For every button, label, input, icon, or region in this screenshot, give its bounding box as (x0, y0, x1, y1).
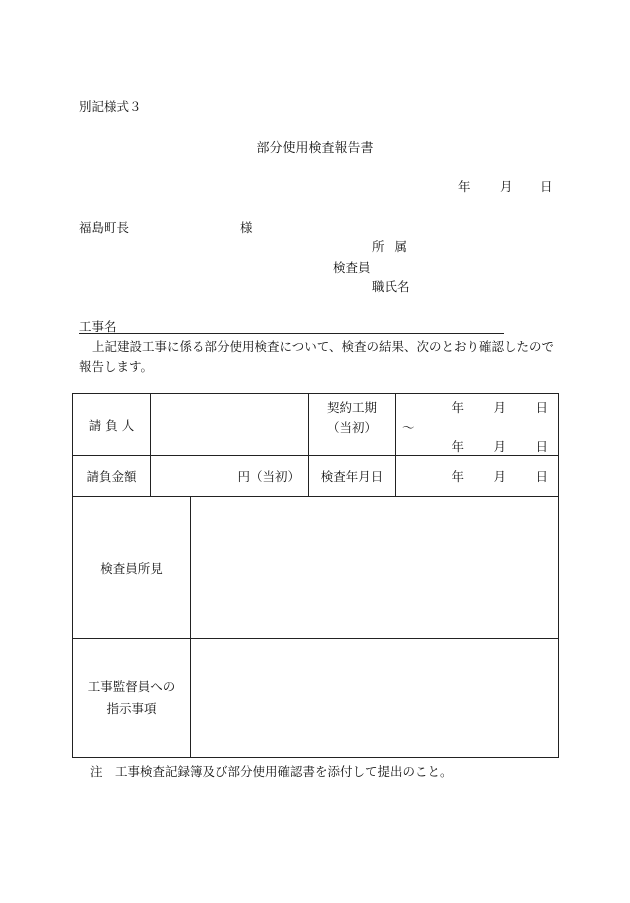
contract-period-label (309, 394, 396, 456)
contractor-value[interactable] (151, 394, 309, 456)
amount-label: 請負金額 (73, 456, 151, 497)
amount-row (73, 456, 559, 497)
inspection-day-label: 日 (535, 469, 548, 484)
inspection-year-label: 年 (451, 469, 464, 484)
opinion-label: 検査員所見 (73, 497, 191, 639)
addressee: 福島町長 (79, 220, 130, 235)
honorific: 様 (240, 220, 253, 235)
header-day-label: 日 (540, 179, 553, 194)
project-name-label: 工事名 (79, 319, 117, 334)
period-tilde: ～ (402, 420, 415, 435)
inspection-date-value[interactable] (396, 456, 559, 497)
contractor-label: 請 負 人 (73, 394, 151, 456)
affiliation-label: 所属 (372, 239, 418, 254)
header-year-label: 年 (458, 179, 471, 194)
instruction-value[interactable] (191, 639, 559, 758)
inspection-date-label: 検査年月日 (309, 456, 396, 497)
opinion-row (73, 497, 559, 639)
instruction-label-line2: 指示事項 (106, 701, 157, 716)
header-month-label: 月 (500, 179, 513, 194)
start-month-label: 月 (493, 400, 506, 415)
contractor-row (73, 394, 559, 456)
contract-period-value[interactable] (396, 394, 559, 456)
amount-value[interactable] (151, 456, 309, 497)
contract-end-date (422, 437, 548, 455)
opinion-value[interactable] (191, 497, 559, 639)
instruction-label (73, 639, 191, 758)
project-name-underline (79, 333, 504, 334)
inspection-form-table (72, 393, 559, 758)
amount-unit: 円（当初） (237, 469, 300, 484)
end-month-label: 月 (493, 439, 506, 454)
document-title: 部分使用検査報告書 (256, 141, 374, 156)
start-year-label: 年 (451, 400, 464, 415)
title-name-label: 職氏名 (372, 279, 410, 294)
instruction-row (73, 639, 559, 758)
inspector-label: 検査員 (333, 260, 371, 275)
report-body-text: 上記建設工事に係る部分使用検査について、検査の結果、次のとおり確認したので報告します。 (79, 339, 555, 374)
contract-period-label-line1: 契約工期 (326, 400, 377, 415)
contract-period-label-line2: （当初） (326, 420, 377, 435)
start-day-label: 日 (535, 400, 548, 415)
end-day-label: 日 (535, 439, 548, 454)
contract-start-date (422, 398, 548, 416)
footnote: 注 工事検査記録簿及び部分使用確認書を添付して提出のこと。 (90, 764, 453, 779)
form-number: 別記様式３ (79, 99, 142, 114)
inspection-date (396, 467, 548, 485)
instruction-label-line1: 工事監督員への (87, 679, 176, 694)
inspection-month-label: 月 (493, 469, 506, 484)
end-year-label: 年 (451, 439, 464, 454)
